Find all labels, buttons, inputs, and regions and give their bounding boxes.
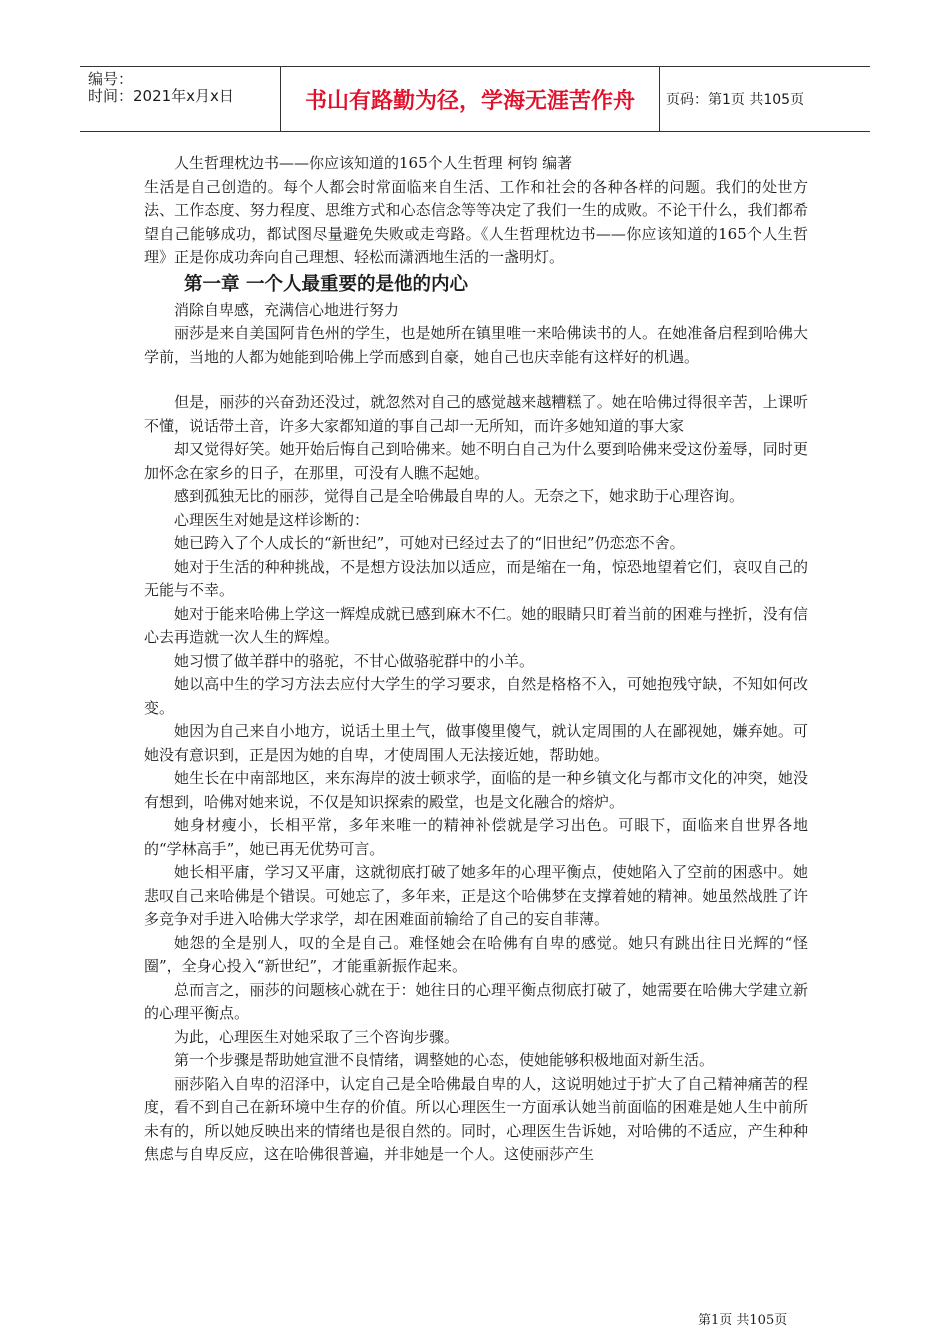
body-paragraph: 她对于能来哈佛上学这一辉煌成就已感到麻木不仁。她的眼睛只盯着当前的困难与挫折，没有信心去再造就一次人生的辉煌。 <box>144 604 808 646</box>
book-title: 人生哲理枕边书——你应该知道的165个人生哲理 柯钧 编著 <box>174 154 573 172</box>
body-paragraph: 她身材瘦小，长相平常，多年来唯一的精神补偿就是学习出色。可眼下，面临来自世界各地的“学林高手”，她已再无优势可言。 <box>144 816 808 858</box>
body-paragraph: 她已跨入了个人成长的“新世纪”，可她对已经过去了的“旧世纪”仍恋恋不舍。 <box>174 534 685 552</box>
body-paragraph: 丽莎是来自美国阿肯色州的学生，也是她所在镇里唯一来哈佛读书的人。在她准备启程到哈佛大学前，当地的人都为她能到哈佛上学而感到自豪，她自己也庆幸能有这样好的机遇。 <box>144 324 808 366</box>
page-footer: 第1页 共105页 <box>698 1313 788 1328</box>
document-date-label: 时间：2021年x月x日 <box>88 87 234 105</box>
body-paragraph: 她生长在中南部地区，来东海岸的波士顿求学，面临的是一种乡镇文化与都市文化的冲突，她没有想到，哈佛对她来说，不仅是知识探索的殿堂，也是文化融合的熔炉。 <box>144 769 808 811</box>
body-paragraph: 为此，心理医生对她采取了三个咨询步骤。 <box>174 1027 460 1046</box>
intro-paragraph: 生活是自己创造的。每个人都会时常面临来自生活、工作和社会的各种各样的问题。我们的处世方法、工作态度、努力程度、思维方式和心态信念等等决定了我们一生的成败。不论干什么，我们都希望自己能够成功，都试图尽量避免失败或走弯路。《人生哲理枕边书——你应该知道的165个人生哲理》正是你成功奔向自己理想、轻松而潇洒地生活的一盏明灯。 <box>144 177 808 266</box>
body-paragraph: 她以高中生的学习方法去应付大学生的学习要求，自然是格格不入，可她抱残守缺，不知如何改变。 <box>144 675 808 717</box>
header-page-number: 页码：第1页 共105页 <box>666 92 805 108</box>
body-paragraph: 第一个步骤是帮助她宣泄不良情绪，调整她的心态，使她能够积极地面对新生活。 <box>174 1051 715 1069</box>
document-body <box>144 152 808 1167</box>
body-paragraph: 她对于生活的种种挑战，不是想方设法加以适应，而是缩在一角，惊恐地望着它们，哀叹自己的无能与不幸。 <box>144 557 808 599</box>
header-motto: 书山有路勤为径，学海无涯苦作舟 <box>280 67 660 131</box>
body-paragraph: 她长相平庸，学习又平庸，这就彻底打破了她多年的心理平衡点，使她陷入了空前的困惑中。她悲叹自己来哈佛是个错误。可她忘了，多年来，正是这个哈佛梦在支撑着她的精神。她虽然战胜了许多竞争对手进入哈佛大学求学，却在困难面前输给了自己的妄自菲薄。 <box>144 863 808 928</box>
body-paragraph: 总而言之，丽莎的问题核心就在于：她往日的心理平衡点彻底打破了，她需要在哈佛大学建立新的心理平衡点。 <box>144 980 808 1022</box>
body-paragraph: 丽莎陷入自卑的沼泽中，认定自己是全哈佛最自卑的人，这说明她过于扩大了自己精神痛苦的程度，看不到自己在新环境中生存的价值。所以心理医生一方面承认她当前面临的困难是她人生中前所未有的，所以她反映出来的情绪也是很自然的。同时，心理医生告诉她，对哈佛的不适应，产生种种焦虑与自卑反应，这在哈佛很普遍，并非她是一个人。这使丽莎产生 <box>144 1074 808 1163</box>
body-paragraph: 却又觉得好笑。她开始后悔自己到哈佛来。她不明白自己为什么要到哈佛来受这份羞辱，同时更加怀念在家乡的日子，在那里，可没有人瞧不起她。 <box>144 440 808 482</box>
body-paragraph: 她怨的全是别人，叹的全是自己。难怪她会在哈佛有自卑的感觉。她只有跳出往日光辉的“怪圈”，全身心投入“新世纪”，才能重新振作起来。 <box>144 933 808 975</box>
page-header <box>80 66 870 132</box>
section-title: 消除自卑感，充满信心地进行努力 <box>174 300 400 319</box>
header-meta <box>80 67 280 131</box>
chapter-title: 第一章 一个人最重要的是他的内心 <box>184 273 468 295</box>
document-number-label: 编号： <box>88 70 134 88</box>
body-paragraph: 感到孤独无比的丽莎，觉得自己是全哈佛最自卑的人。无奈之下，她求助于心理咨询。 <box>174 487 745 505</box>
body-paragraph: 心理医生对她是这样诊断的： <box>174 510 370 529</box>
body-paragraph: 她因为自己来自小地方，说话土里土气，做事傻里傻气，就认定周围的人在鄙视她，嫌弃她。可她没有意识到，正是因为她的自卑，才使周围人无法接近她，帮助她。 <box>144 722 808 764</box>
body-paragraph: 她习惯了做羊群中的骆驼，不甘心做骆驼群中的小羊。 <box>174 651 535 670</box>
body-paragraph: 但是，丽莎的兴奋劲还没过，就忽然对自己的感觉越来越糟糕了。她在哈佛过得很辛苦，上课听不懂，说话带土音，许多大家都知道的事自己却一无所知，而许多她知道的事大家 <box>144 393 808 435</box>
paragraph-gap <box>144 369 808 391</box>
